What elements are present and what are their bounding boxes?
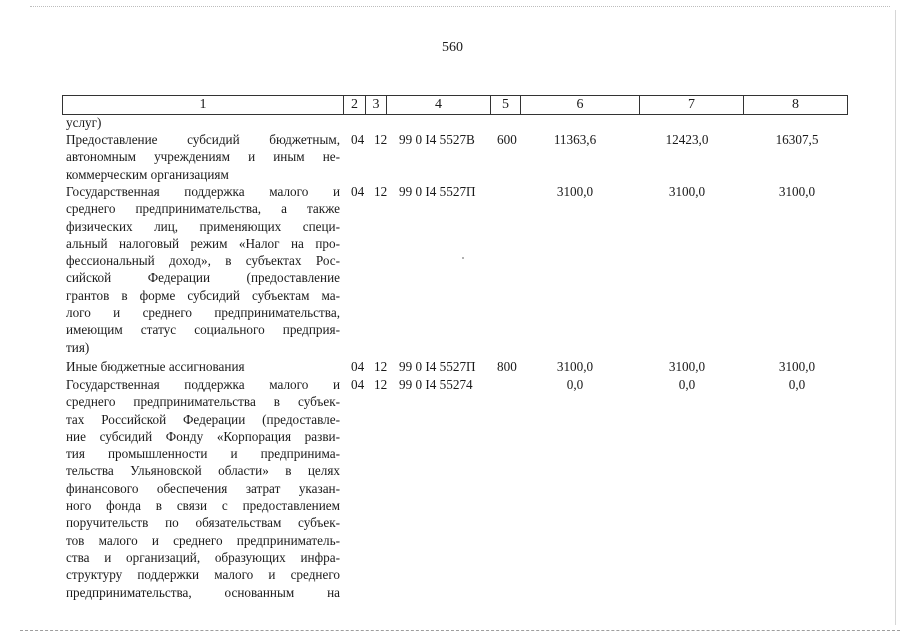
cell-section: 04: [351, 377, 365, 392]
description-line: ного фонда в связи с предоставлением: [66, 498, 340, 514]
header-col-7: 7: [639, 96, 743, 114]
description-line: Государственная поддержка малого и: [66, 377, 340, 392]
description-line: среднего предпринимательства, а также: [66, 201, 340, 217]
header-col-1: 1: [62, 96, 343, 114]
description-line: сийской Федерации (предоставление: [66, 270, 340, 286]
description-line: поручительств по обязательствам субъек-: [66, 515, 340, 531]
cell-subsection: 12: [374, 377, 388, 392]
description-line: тельства Ульяновской области» в целях: [66, 463, 340, 479]
cell-amount-col7: 3100,0: [668, 359, 706, 374]
cell-section: 04: [351, 132, 365, 147]
description-line: фессиональный доход», в субъектах Рос-: [66, 253, 340, 269]
header-col-4: 4: [386, 96, 490, 114]
cell-section: 04: [351, 359, 365, 374]
cell-expense-type: 600: [497, 132, 517, 147]
description-line: предпринимательства, основанным на: [66, 584, 340, 600]
cell-amount-col8: 3100,0: [778, 184, 816, 199]
description-line: среднего предпринимательства в субъек-: [66, 394, 340, 410]
cell-amount-col7: 12423,0: [665, 132, 709, 147]
scan-speck: [462, 257, 464, 259]
description-line: ства и организаций, образующих инфра-: [66, 549, 340, 565]
row-description: [66, 131, 340, 183]
table-header-row: [62, 95, 848, 115]
description-line: финансового обеспечения затрат указан-: [66, 480, 340, 496]
cell-amount-col7: 3100,0: [668, 184, 706, 199]
cell-amount-col6: 3100,0: [556, 184, 594, 199]
cell-target-article: 99 0 I4 5527П: [399, 184, 476, 199]
description-line: коммерческим организациям: [66, 166, 229, 182]
description-line: имеющим статус социального предприя-: [66, 322, 340, 338]
cell-amount-col6: 0,0: [566, 377, 584, 392]
description-line: Предоставление субсидий бюджетным,: [66, 132, 340, 147]
row-description: [66, 114, 340, 131]
cell-amount-col6: 3100,0: [556, 359, 594, 374]
cell-expense-type: 800: [497, 359, 517, 374]
scan-edge-top: [30, 6, 890, 7]
row-description: [66, 183, 340, 356]
cell-amount-col6: 11363,6: [553, 132, 597, 147]
header-col-5: 5: [490, 96, 520, 114]
header-col-6: 6: [520, 96, 639, 114]
description-line: Государственная поддержка малого и: [66, 184, 340, 199]
header-col-2: 2: [343, 96, 365, 114]
header-col-8: 8: [743, 96, 848, 114]
description-line: альный налоговый режим «Налог на про-: [66, 235, 340, 251]
cell-subsection: 12: [374, 132, 388, 147]
cell-amount-col8: 16307,5: [775, 132, 819, 147]
description-line: физических лиц, применяющих специ-: [66, 218, 340, 234]
header-col-3: 3: [365, 96, 386, 114]
scan-edge-bottom: [20, 630, 900, 631]
description-line: лого и среднего предпринимательства,: [66, 305, 340, 321]
row-description: [66, 358, 340, 375]
description-line: тия промышленности и предпринима-: [66, 446, 340, 462]
description-line: тия): [66, 339, 90, 355]
cell-amount-col7: 0,0: [678, 377, 696, 392]
page-number: 560: [442, 40, 463, 55]
cell-section: 04: [351, 184, 365, 199]
description-line: тов малого и среднего предприниматель-: [66, 532, 340, 548]
row-description: [66, 376, 340, 601]
cell-target-article: 99 0 I4 5527В: [399, 132, 475, 147]
description-line: услуг): [66, 115, 102, 130]
description-line: Иные бюджетные ассигнования: [66, 359, 245, 374]
description-line: тах Российской Федерации (предоставле-: [66, 411, 340, 427]
cell-amount-col8: 3100,0: [778, 359, 816, 374]
cell-subsection: 12: [374, 359, 388, 374]
cell-target-article: 99 0 I4 5527П: [399, 359, 476, 374]
cell-target-article: 99 0 I4 55274: [399, 377, 473, 392]
cell-amount-col8: 0,0: [788, 377, 806, 392]
scan-edge-right: [895, 10, 896, 625]
description-line: ние субсидий Фонду «Корпорация разви-: [66, 428, 340, 444]
description-line: структуру поддержки малого и среднего: [66, 567, 340, 583]
cell-subsection: 12: [374, 184, 388, 199]
description-line: автономным учреждениям и иным не-: [66, 149, 340, 165]
description-line: грантов в форме субсидий субъектам ма-: [66, 287, 340, 303]
